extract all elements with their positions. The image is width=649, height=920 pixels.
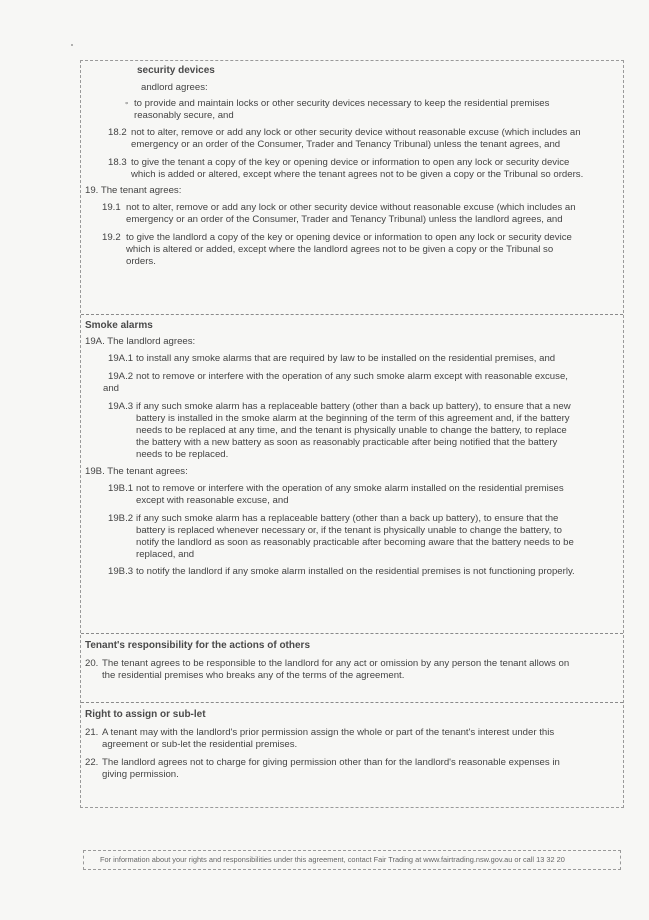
clause-19-1-line-2: emergency or an order of the Consumer, Trader and Tenancy Tribunal) unless the landlord agrees, and [126, 214, 563, 225]
clause-19a-1-line-1: to install any smoke alarms that are required by law to be installed on the residential premises, and [136, 353, 556, 364]
footer-info-box [83, 850, 621, 870]
clause-18-3-number: 18.3 [108, 157, 127, 168]
clause-19a-1-number: 19A.1 [108, 353, 134, 364]
section-divider [81, 702, 623, 703]
clause-18-2-number: 18.2 [108, 127, 127, 138]
clause-19a-2-line-2: and [103, 383, 120, 394]
clause-19-2-line-3: orders. [126, 256, 156, 267]
clause-19a-3-number: 19A.3 [108, 401, 134, 412]
responsibility-heading: Tenant's responsibility for the actions of others [85, 640, 310, 651]
clause-19b-2-line-4: replaced, and [136, 549, 195, 560]
clause-18-3-line-1: to give the tenant a copy of the key or opening device or information to open any lock or security device [131, 157, 570, 168]
clause-19b-2-line-3: notify the landlord as soon as reasonably practicable after becoming aware that the battery needs to be [136, 537, 574, 548]
clause-19b-3-line-1: to notify the landlord if any smoke alarm installed on the residential premises is not functioning properly. [136, 566, 575, 577]
clause-19-1-line-1: not to alter, remove or add any lock or other security device without reasonable excuse (which includes an [126, 202, 576, 213]
bullet-mark: ◦ [125, 98, 129, 109]
clause-19b-2-line-2: battery is replaced whenever necessary or, if the tenant is physically unable to change the battery, to [136, 525, 562, 536]
clause-19b-1-number: 19B.1 [108, 483, 134, 494]
clause-19a-3-line-5: needs to be replaced. [136, 449, 229, 460]
clause-19a-2-line-1: not to remove or interfere with the operation of any such smoke alarm except with reasonable excuse, [136, 371, 568, 382]
clause-19a-3-line-1: if any such smoke alarm has a replaceable battery (other than a back up battery), to ensure that a new [136, 401, 571, 412]
clause-20-line-1: The tenant agrees to be responsible to the landlord for any act or omission by any person the tenant allows on [102, 658, 570, 669]
clause-19-2-line-2: which is altered or added, except where the landlord agrees not to be given a copy or the Tribunal so [126, 244, 554, 255]
clause-20-line-2: the residential premises who breaks any of the terms of the agreement. [102, 670, 405, 681]
clause-19b-intro: 19B. The tenant agrees: [85, 466, 188, 477]
clause-19a-2-number: 19A.2 [108, 371, 134, 382]
clause-19b-1-line-1: not to remove or interfere with the operation of any smoke alarm installed on the residential premises [136, 483, 564, 494]
clause-19b-2-number: 19B.2 [108, 513, 134, 524]
clause-22-line-2: giving permission. [102, 769, 179, 780]
scan-speck [71, 44, 73, 46]
section-divider [81, 633, 623, 634]
clause-19-1-number: 19.1 [102, 202, 121, 213]
clause-19b-1-line-2: except with reasonable excuse, and [136, 495, 289, 506]
clause-21-line-2: agreement or sub-let the residential premises. [102, 739, 298, 750]
clause-19a-3-line-2: battery is installed in the smoke alarm at the beginning of the term of this agreement and, if the battery [136, 413, 570, 424]
clause-18-3-line-2: which is added or altered, except where the tenant agrees not to be given a copy or the Tribunal so orders. [131, 169, 584, 180]
clause-19-2-number: 19.2 [102, 232, 121, 243]
clause-19a-intro: 19A. The landlord agrees: [85, 336, 196, 347]
clause-21-line-1: A tenant may with the landlord's prior permission assign the whole or part of the tenant's interest under this [102, 727, 555, 738]
clause-19b-2-line-1: if any such smoke alarm has a replaceable battery (other than a back up battery), to ensure that the [136, 513, 559, 524]
security-heading: security devices [137, 65, 215, 76]
agreement-content-box [80, 60, 624, 808]
clause-20-number: 20. [85, 658, 99, 669]
clause-18-1-line-1: to provide and maintain locks or other security devices necessary to keep the residential premises [134, 98, 550, 109]
clause-19b-3-number: 19B.3 [108, 566, 134, 577]
smoke-alarms-heading: Smoke alarms [85, 320, 153, 331]
clause-18-1-line-2: reasonably secure, and [134, 110, 234, 121]
clause-19a-3-line-4: the battery with a new battery as soon as reasonably practicable after being notified that the battery [136, 437, 558, 448]
clause-21-number: 21. [85, 727, 99, 738]
clause-19-2-line-1: to give the landlord a copy of the key or opening device or information to open any lock or security device [126, 232, 572, 243]
section-divider [81, 314, 623, 315]
clause-18-2-line-1: not to alter, remove or add any lock or other security device without reasonable excuse (which includes an [131, 127, 581, 138]
assign-heading: Right to assign or sub-let [85, 709, 206, 720]
clause-18-2-line-2: emergency or an order of the Consumer, Trader and Tenancy Tribunal) unless the tenant agrees, and [131, 139, 561, 150]
clause-19-intro: 19. The tenant agrees: [85, 185, 182, 196]
clause-22-line-1: The landlord agrees not to charge for giving permission other than for the landlord's reasonable expenses in [102, 757, 560, 768]
clause-22-number: 22. [85, 757, 99, 768]
footer-text: For information about your rights and responsibilities under this agreement, contact Fair Trading at www.fairtrading.nsw.gov.au or call 13 32 20 [100, 855, 565, 864]
clause-18-intro: andlord agrees: [141, 82, 208, 93]
clause-19a-3-line-3: needs to be replaced at any time, and the tenant is physically unable to change the battery, to replace [136, 425, 567, 436]
